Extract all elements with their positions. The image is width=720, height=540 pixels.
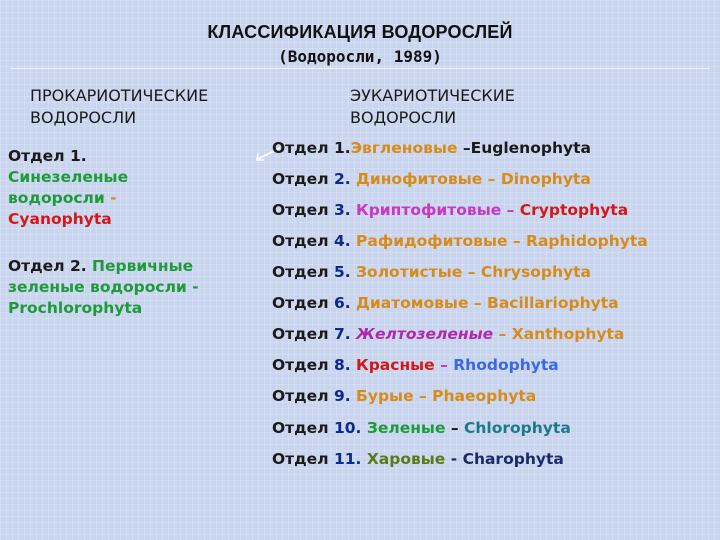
division-prefix: Отдел 2.	[8, 257, 87, 275]
division-label: Отдел	[272, 201, 329, 219]
division-name: Золотистые	[356, 263, 463, 281]
division-name: Динофитовые	[356, 170, 483, 188]
division-latin: Rhodophyta	[453, 356, 559, 374]
division-name-line2-row	[8, 188, 248, 209]
division-latin: Prochlorophyta	[8, 299, 143, 317]
division-label: Отдел	[272, 170, 329, 188]
division-label: Отдел	[272, 139, 329, 157]
prokaryotic-division-1	[8, 146, 248, 230]
page-title: КЛАССИФИКАЦИЯ ВОДОРОСЛЕЙ	[207, 22, 513, 42]
division-latin: Euglenophyta	[470, 139, 591, 157]
division-number: 11.	[333, 450, 362, 468]
page-subtitle: (Водоросли, 1989)	[278, 47, 442, 66]
division-separator: –	[468, 294, 488, 312]
division-separator: –	[434, 356, 454, 374]
division-latin: Xanthophyta	[511, 325, 625, 343]
division-name: Криптофитовые	[356, 201, 502, 219]
division-separator: –	[507, 232, 527, 250]
division-name: Рафидофитовые	[356, 232, 508, 250]
division-separator: –	[413, 387, 433, 405]
eukaryotic-division-3	[272, 200, 712, 221]
eukaryotic-division-11	[272, 449, 712, 470]
prokaryotic-division-2	[8, 256, 248, 319]
division-number: 4.	[333, 232, 351, 250]
division-separator: –	[482, 170, 501, 188]
division-latin: Charophyta	[462, 450, 564, 468]
division-number: 3.	[333, 201, 351, 219]
division-latin: Dinophyta	[500, 170, 591, 188]
division-separator: -	[445, 450, 463, 468]
division-number: 5.	[333, 263, 351, 281]
division-name-line1: Первичные	[92, 257, 194, 275]
division-name: Красные	[356, 356, 435, 374]
prokaryotic-heading	[30, 85, 290, 129]
eukaryotic-division-6	[272, 293, 712, 314]
eukaryotic-division-8	[272, 355, 712, 376]
division-label: Отдел	[272, 325, 329, 343]
division-separator: –	[462, 263, 481, 281]
prokaryotic-heading-line1: ПРОКАРИОТИЧЕСКИЕ	[30, 86, 209, 105]
division-name: Зеленые	[366, 419, 446, 437]
header-divider	[10, 68, 710, 69]
division-label: Отдел	[272, 387, 329, 405]
eukaryotic-division-1	[272, 138, 712, 159]
division-name: Желтозеленые	[356, 325, 494, 343]
division-number: 6.	[333, 294, 351, 312]
division-name: Диатомовые	[356, 294, 469, 312]
division-latin: Chrysophyta	[480, 263, 591, 281]
division-number: 8.	[333, 356, 351, 374]
division-line1-row	[8, 256, 248, 277]
eukaryotic-heading-line2: ВОДОРОСЛИ	[350, 108, 457, 127]
division-latin: Raphidophyta	[526, 232, 648, 250]
division-latin: Cyanophyta	[8, 210, 112, 228]
prokaryotic-heading-line2: ВОДОРОСЛИ	[30, 108, 137, 127]
division-label: Отдел	[272, 263, 329, 281]
division-separator: –	[493, 325, 512, 343]
division-number: 1.	[333, 139, 351, 157]
division-separator: –	[501, 201, 520, 219]
eukaryotic-division-9	[272, 386, 712, 407]
division-name: Бурые	[356, 387, 414, 405]
eukaryotic-division-7	[272, 324, 712, 345]
division-dash: -	[104, 189, 117, 207]
division-label: Отдел	[272, 356, 329, 374]
division-prefix: Отдел 1.	[8, 147, 87, 165]
division-name-line1: Синезеленые	[8, 168, 129, 186]
division-name: Эвгленовые	[350, 139, 458, 157]
eukaryotic-division-2	[272, 169, 712, 190]
division-label: Отдел	[272, 232, 329, 250]
division-separator: –	[445, 419, 465, 437]
division-latin: Bacillariophyta	[487, 294, 619, 312]
division-number: 7.	[333, 325, 351, 343]
division-latin: Chlorophyta	[464, 419, 571, 437]
eukaryotic-division-10	[272, 418, 712, 439]
division-label: Отдел	[272, 450, 329, 468]
eukaryotic-division-5	[272, 262, 712, 283]
division-latin: Cryptophyta	[519, 201, 629, 219]
eukaryotic-heading	[350, 85, 610, 129]
division-latin: Phaeophyta	[432, 387, 537, 405]
division-number: 10.	[333, 419, 362, 437]
division-label: Отдел	[272, 294, 329, 312]
division-number: 2.	[333, 170, 351, 188]
division-name-line2: зеленые водоросли -	[8, 278, 199, 296]
division-name: Харовые	[366, 450, 446, 468]
eukaryotic-heading-line1: ЭУКАРИОТИЧЕСКИЕ	[350, 86, 515, 105]
eukaryotic-division-4	[272, 231, 712, 252]
division-name-line2: водоросли	[8, 189, 105, 207]
division-number: 9.	[333, 387, 351, 405]
division-separator: –	[457, 139, 471, 157]
division-label: Отдел	[272, 419, 329, 437]
